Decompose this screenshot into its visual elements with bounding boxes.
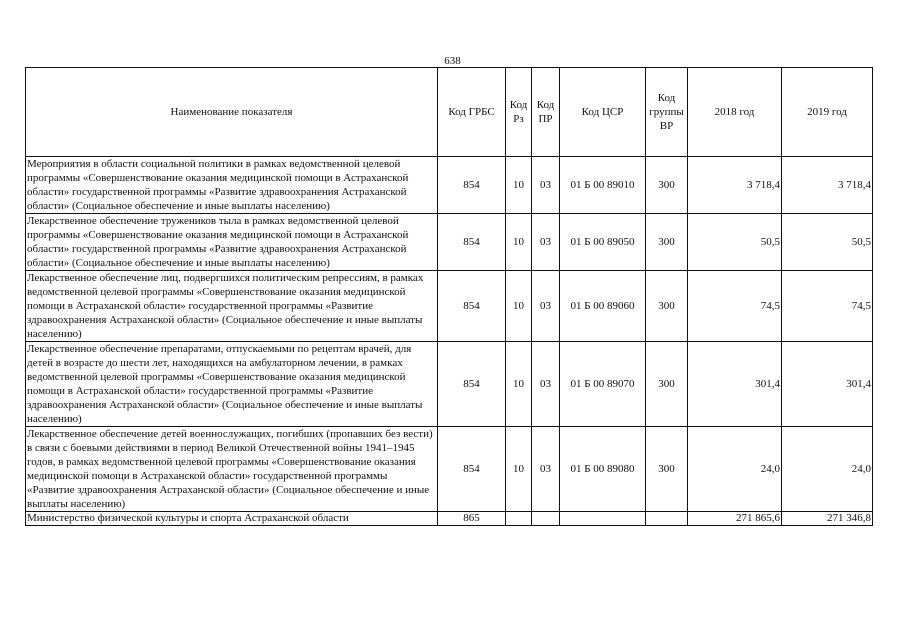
row-indicator-name: Лекарственное обеспечение детей военнослужащих, погибших (пропавших без вести) в связи с боевыми действиями в период Великой Отечественной войны 1941–1945 годов, в рамках ведомственной целевой программы «Совершенствование оказания медицинской помощи в Астраханской области» государственной программы «Развитие здравоохранения Астраханской области» (Социальное обеспечение и иные выплаты населению) xyxy=(26,427,438,512)
header-year-2019: 2019 год xyxy=(782,68,873,157)
row-csr-code: 01 Б 00 89050 xyxy=(560,214,646,271)
ministry-amount-2019: 271 346,8 xyxy=(782,512,873,526)
page-number: 638 xyxy=(444,55,461,67)
row-amount-2018: 74,5 xyxy=(688,271,782,342)
row-amount-2019: 301,4 xyxy=(782,342,873,427)
row-indicator-name: Лекарственное обеспечение препаратами, отпускаемыми по рецептам врачей, для детей в возрасте до шести лет, находящихся на амбулаторном лечении, в рамках ведомственной целевой программы «Совершенствование оказания медицинской помощи в Астраханской области» государственной программы «Развитие здравоохранения Астраханской области» (Социальное обеспечение и иные выплаты населению) xyxy=(26,342,438,427)
row-pr-code: 03 xyxy=(532,271,560,342)
ministry-csr-code xyxy=(560,512,646,526)
row-vr-code: 300 xyxy=(646,271,688,342)
row-indicator-name: Лекарственное обеспечение лиц, подвергшихся политическим репрессиям, в рамках ведомственной целевой программы «Совершенствование оказания медицинской помощи в Астраханской области» государственной программы «Развитие здравоохранения Астраханской области» (Социальное обеспечение и иные выплаты населению) xyxy=(26,271,438,342)
row-rz-code: 10 xyxy=(506,427,532,512)
row-csr-code: 01 Б 00 89010 xyxy=(560,157,646,214)
row-rz-code: 10 xyxy=(506,214,532,271)
row-rz-code: 10 xyxy=(506,157,532,214)
row-vr-code: 300 xyxy=(646,427,688,512)
row-amount-2019: 24,0 xyxy=(782,427,873,512)
row-vr-code: 300 xyxy=(646,157,688,214)
ministry-name: Министерство физической культуры и спорта Астраханской области xyxy=(26,512,438,526)
row-pr-code: 03 xyxy=(532,157,560,214)
row-indicator-name: Лекарственное обеспечение тружеников тыла в рамках ведомственной целевой программы «Совершенствование оказания медицинской помощи в Астраханской области» государственной программы «Развитие здравоохранения Астраханской области» (Социальное обеспечение и иные выплаты населению) xyxy=(26,214,438,271)
row-pr-code: 03 xyxy=(532,427,560,512)
table-row xyxy=(26,214,873,271)
row-grbs-code: 854 xyxy=(438,342,506,427)
row-grbs-code: 854 xyxy=(438,427,506,512)
budget-table xyxy=(25,67,873,526)
header-vr-group-code: Код группы ВР xyxy=(646,68,688,157)
row-rz-code: 10 xyxy=(506,342,532,427)
ministry-total-row xyxy=(26,512,873,526)
row-amount-2019: 74,5 xyxy=(782,271,873,342)
header-rz-code: Код Рз xyxy=(506,68,532,157)
ministry-vr-code xyxy=(646,512,688,526)
header-csr-code: Код ЦСР xyxy=(560,68,646,157)
row-amount-2018: 301,4 xyxy=(688,342,782,427)
table-row xyxy=(26,427,873,512)
header-year-2018: 2018 год xyxy=(688,68,782,157)
row-grbs-code: 854 xyxy=(438,214,506,271)
row-amount-2018: 50,5 xyxy=(688,214,782,271)
header-pr-code: Код ПР xyxy=(532,68,560,157)
ministry-grbs-code: 865 xyxy=(438,512,506,526)
table-row xyxy=(26,271,873,342)
header-indicator-name: Наименование показателя xyxy=(26,68,438,157)
row-pr-code: 03 xyxy=(532,214,560,271)
header-row xyxy=(26,68,873,157)
header-grbs-code: Код ГРБС xyxy=(438,68,506,157)
row-amount-2019: 50,5 xyxy=(782,214,873,271)
table-row xyxy=(26,342,873,427)
row-amount-2018: 3 718,4 xyxy=(688,157,782,214)
row-pr-code: 03 xyxy=(532,342,560,427)
row-csr-code: 01 Б 00 89070 xyxy=(560,342,646,427)
row-csr-code: 01 Б 00 89060 xyxy=(560,271,646,342)
ministry-rz-code xyxy=(506,512,532,526)
table-row xyxy=(26,157,873,214)
row-grbs-code: 854 xyxy=(438,271,506,342)
row-amount-2019: 3 718,4 xyxy=(782,157,873,214)
row-csr-code: 01 Б 00 89080 xyxy=(560,427,646,512)
row-indicator-name: Мероприятия в области социальной политики в рамках ведомственной целевой программы «Совершенствование оказания медицинской помощи в Астраханской области» государственной программы «Развитие здравоохранения Астраханской области» (Социальное обеспечение и иные выплаты населению) xyxy=(26,157,438,214)
ministry-pr-code xyxy=(532,512,560,526)
row-amount-2018: 24,0 xyxy=(688,427,782,512)
row-vr-code: 300 xyxy=(646,214,688,271)
row-vr-code: 300 xyxy=(646,342,688,427)
row-rz-code: 10 xyxy=(506,271,532,342)
row-grbs-code: 854 xyxy=(438,157,506,214)
ministry-amount-2018: 271 865,6 xyxy=(688,512,782,526)
